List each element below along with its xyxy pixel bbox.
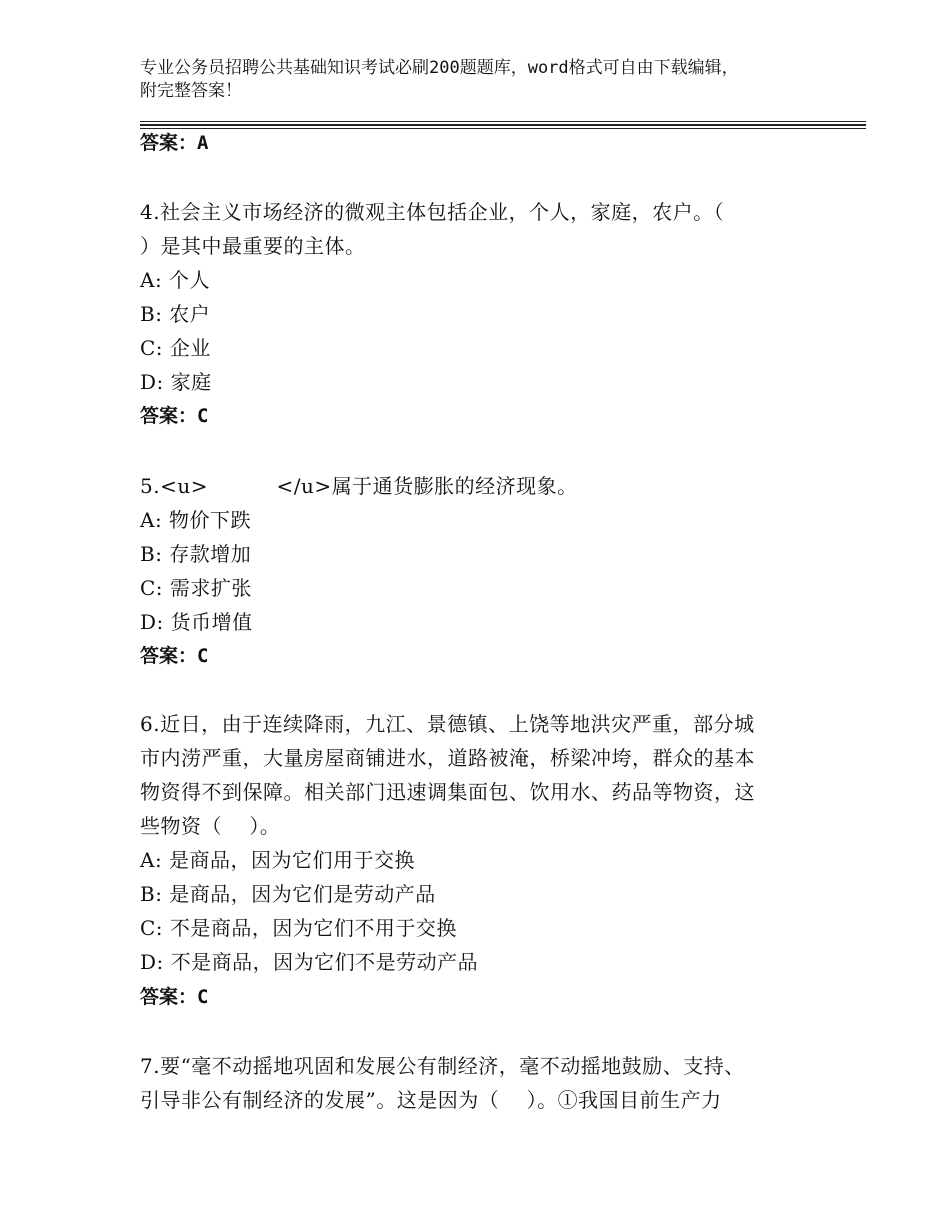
q6-answer: 答案：C (140, 986, 209, 1008)
q5-option-c: C: 需求扩张 (140, 576, 252, 600)
q6-stem-line-4: 些物资（ ）。 (140, 814, 281, 838)
q7-stem-line-2: 引导非公有制经济的发展”。这是因为（ ）。①我国目前生产力 (140, 1088, 722, 1112)
q5-option-a: A: 物价下跌 (140, 508, 252, 532)
q5-option-d: D: 货币增值 (140, 610, 253, 634)
header-divider-thin-2 (140, 128, 866, 129)
q6-option-b: B: 是商品，因为它们是劳动产品 (140, 882, 436, 906)
page-header (140, 57, 840, 103)
header-divider-thick (140, 124, 866, 126)
q4-option-a: A: 个人 (140, 268, 211, 292)
q5-answer: 答案：C (140, 645, 209, 667)
q4-stem-line-1: 4.社会主义市场经济的微观主体包括企业，个人，家庭，农户。（ (140, 200, 725, 224)
q6-stem-line-3: 物资得不到保障。相关部门迅速调集面包、饮用水、药品等物资，这 (140, 780, 755, 804)
q6-stem-line-2: 市内涝严重，大量房屋商铺进水，道路被淹，桥梁冲垮，群众的基本 (140, 746, 755, 770)
q7-stem-line-1: 7.要“毫不动摇地巩固和发展公有制经济，毫不动摇地鼓励、支持、 (140, 1054, 745, 1078)
q6-stem-line-1: 6.近日，由于连续降雨，九江、景德镇、上饶等地洪灾严重，部分城 (140, 712, 755, 736)
q5-option-b: B: 存款增加 (140, 542, 252, 566)
q6-option-c: C: 不是商品，因为它们不用于交换 (140, 916, 457, 940)
header-line-1: 专业公务员招聘公共基础知识考试必刷200题题库，word格式可自由下载编辑， (140, 58, 739, 78)
q5-stem-line-1: 5.<u> </u>属于通货膨胀的经济现象。 (140, 474, 578, 498)
q4-answer: 答案：C (140, 405, 209, 427)
q4-option-b: B: 农户 (140, 302, 211, 326)
q4-option-c: C: 企业 (140, 336, 211, 360)
q4-stem-line-2: ）是其中最重要的主体。 (140, 234, 366, 258)
header-line-2: 附完整答案！ (140, 81, 242, 101)
q6-option-d: D: 不是商品，因为它们不是劳动产品 (140, 950, 479, 974)
q4-option-d: D: 家庭 (140, 370, 212, 394)
q6-option-a: A: 是商品，因为它们用于交换 (140, 848, 416, 872)
header-divider-thin (140, 121, 866, 122)
q3-answer: 答案：A (140, 132, 209, 154)
